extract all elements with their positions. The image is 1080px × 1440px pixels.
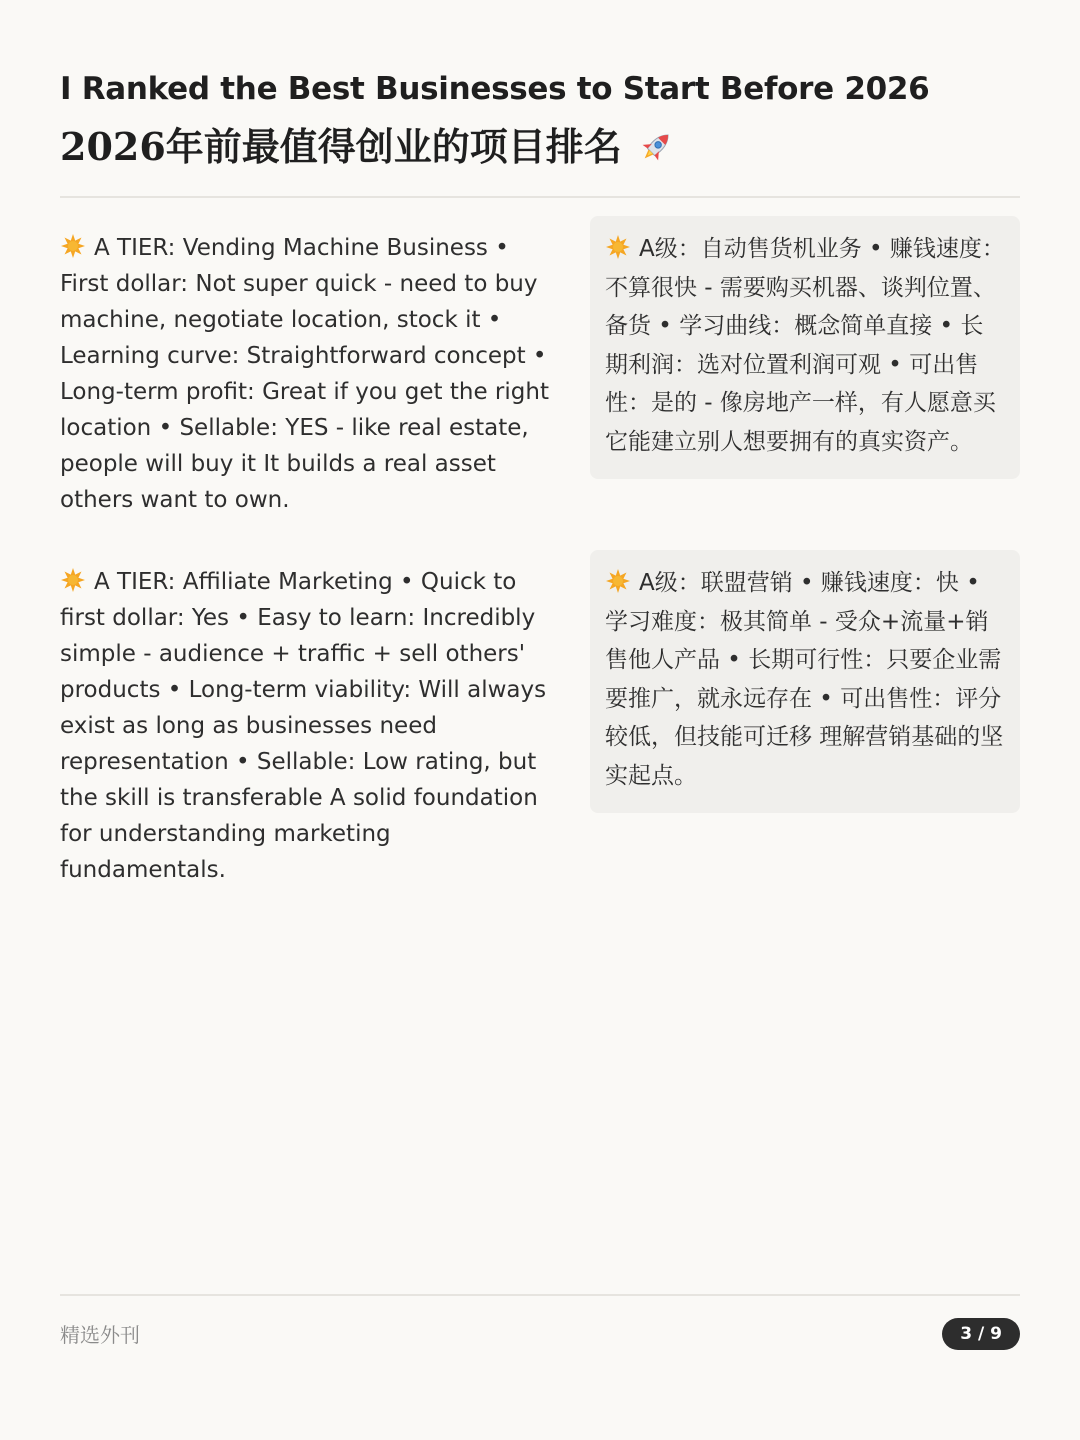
star-icon	[605, 568, 631, 594]
footer-label: 精选外刊	[60, 1323, 140, 1347]
star-icon	[60, 567, 86, 593]
page-indicator-badge: 3 / 9	[942, 1318, 1020, 1350]
star-icon	[605, 234, 631, 260]
star-icon	[60, 233, 86, 259]
header	[60, 66, 1020, 174]
section-zh-body: A级：联盟营销 • 赚钱速度：快 • 学习难度：极其简单 - 受众+流量+销售他人产品 • 长期可行性：只要企业需要推广，就永远存在 • 可出售性：评分较低，但技能可迁移 理解营销基础的坚实起点。	[605, 570, 1004, 789]
section-en-text	[60, 230, 550, 518]
section-zh-card	[590, 216, 1020, 479]
section-zh-card	[590, 550, 1020, 813]
top-divider	[60, 196, 1020, 198]
bottom-divider	[60, 1294, 1020, 1296]
page-title-zh	[60, 120, 1020, 174]
page-title-zh-text: 2026年前最值得创业的项目排名	[60, 124, 622, 169]
section-en-body: A TIER: Vending Machine Business • First dollar: Not super quick - need to buy machine, negotiate location, stock it • Learning curve: Straightforward concept • Long-term profit: Great if you get the right location • Sellable: YES - like real estate, people will buy it It builds a real asset others want to own.	[60, 235, 549, 513]
section-en-body: A TIER: Affiliate Marketing • Quick to first dollar: Yes • Easy to learn: Incredibly simple - audience + traffic + sell others' products • Long-term viability: Will always exist as long as businesses need representation • Sellable: Low rating, but the skill is transferable A solid foundation for understanding marketing fundamentals.	[60, 569, 547, 883]
page-title-en: I Ranked the Best Businesses to Start Before 2026	[60, 71, 930, 107]
section-zh-body: A级：自动售货机业务 • 赚钱速度：不算很快 - 需要购买机器、谈判位置、备货 • 学习曲线：概念简单直接 • 长期利润：选对位置利润可观 • 可出售性：是的 - 像房地产一样，有人愿意买 它能建立别人想要拥有的真实资产。	[605, 236, 1005, 455]
rocket-icon	[636, 127, 676, 167]
section-en-text	[60, 564, 550, 888]
